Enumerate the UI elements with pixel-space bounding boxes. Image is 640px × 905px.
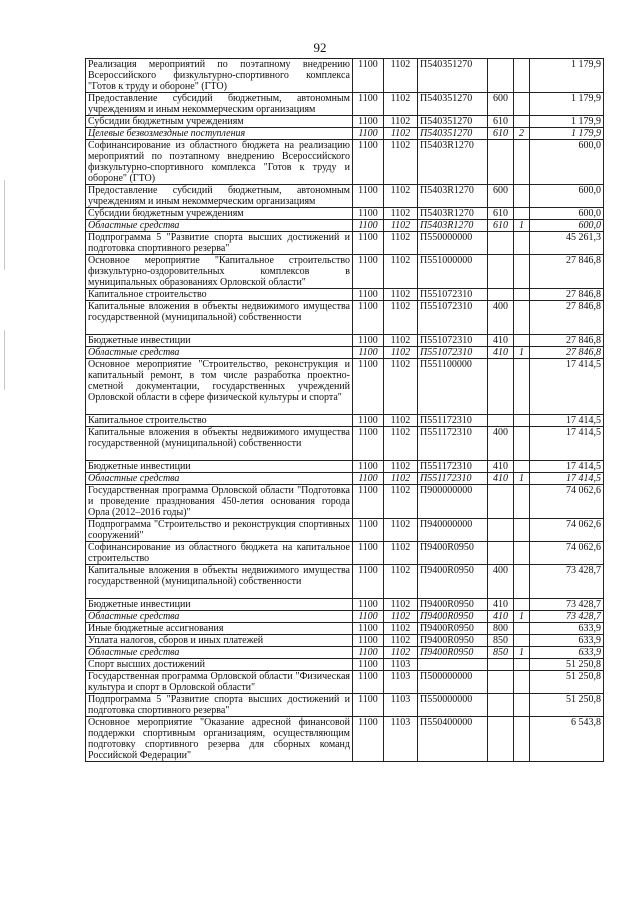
row-name: Предоставление субсидий бюджетным, автономным учреждениям и иным некоммерческим организациям [86, 93, 353, 116]
row-subsection: 1102 [384, 359, 418, 415]
row-subsection: 1102 [384, 93, 418, 116]
row-subsection: 1103 [384, 717, 418, 762]
row-section: 1100 [353, 659, 384, 671]
row-name: Целевые безвозмездные поступления [86, 128, 353, 140]
row-name: Государственная программа Орловской области "Подготовка и проведение празднования 450-летия основания города Орла (2012–2016 годы)" [86, 485, 353, 519]
row-section: 1100 [353, 208, 384, 220]
row-section: 1100 [353, 542, 384, 565]
row-name: Основное мероприятие "Капитальное строительство физкультурно-оздоровительных комплексов в муниципальных образованиях Орловской области" [86, 255, 353, 289]
row-amount: 17 414,5 [530, 359, 604, 415]
row-funding-source [514, 140, 530, 185]
row-subsection: 1102 [384, 427, 418, 461]
row-funding-source [514, 59, 530, 93]
row-expense-type [488, 232, 514, 255]
row-expense-type: 600 [488, 93, 514, 116]
row-subsection: 1102 [384, 415, 418, 427]
row-name: Областные средства [86, 220, 353, 232]
row-section: 1100 [353, 289, 384, 301]
table-row [86, 335, 604, 347]
row-funding-source [514, 116, 530, 128]
row-target-article: П551172310 [418, 461, 488, 473]
row-amount: 600,0 [530, 208, 604, 220]
scan-edge-mark [4, 180, 5, 270]
row-section: 1100 [353, 255, 384, 289]
row-target-article: П550000000 [418, 232, 488, 255]
table-row [86, 659, 604, 671]
row-name: Реализация мероприятий по поэтапному внедрению Всероссийского физкультурно-спортивного комплекса "Готов к труду и обороне" (ГТО) [86, 59, 353, 93]
table-row [86, 565, 604, 599]
page-number: 92 [313, 40, 327, 55]
row-expense-type: 610 [488, 116, 514, 128]
row-subsection: 1102 [384, 542, 418, 565]
row-funding-source: 1 [514, 611, 530, 623]
row-name: Бюджетные инвестиции [86, 335, 353, 347]
row-name: Подпрограмма 5 "Развитие спорта высших достижений и подготовка спортивного резерва" [86, 232, 353, 255]
row-funding-source [514, 289, 530, 301]
row-section: 1100 [353, 59, 384, 93]
row-section: 1100 [353, 128, 384, 140]
row-target-article: П9400R0950 [418, 647, 488, 659]
table-row [86, 427, 604, 461]
row-name: Областные средства [86, 347, 353, 359]
row-expense-type: 400 [488, 565, 514, 599]
row-name: Областные средства [86, 473, 353, 485]
row-target-article [418, 659, 488, 671]
row-funding-source [514, 623, 530, 635]
row-subsection: 1102 [384, 473, 418, 485]
row-expense-type [488, 671, 514, 694]
row-amount: 74 062,6 [530, 542, 604, 565]
row-amount: 633,9 [530, 635, 604, 647]
row-subsection: 1102 [384, 289, 418, 301]
table-row [86, 461, 604, 473]
row-section: 1100 [353, 473, 384, 485]
row-expense-type: 410 [488, 461, 514, 473]
row-funding-source: 1 [514, 220, 530, 232]
row-target-article: П551000000 [418, 255, 488, 289]
table-row [86, 599, 604, 611]
row-subsection: 1102 [384, 599, 418, 611]
row-amount: 1 179,9 [530, 59, 604, 93]
row-subsection: 1102 [384, 128, 418, 140]
row-funding-source [514, 565, 530, 599]
table-row [86, 623, 604, 635]
row-expense-type [488, 694, 514, 717]
row-target-article: П550000000 [418, 694, 488, 717]
row-subsection: 1102 [384, 140, 418, 185]
row-funding-source [514, 659, 530, 671]
row-section: 1100 [353, 185, 384, 208]
row-section: 1100 [353, 335, 384, 347]
table-row [86, 485, 604, 519]
row-target-article: П9400R0950 [418, 542, 488, 565]
table-row [86, 694, 604, 717]
row-section: 1100 [353, 519, 384, 542]
row-expense-type: 410 [488, 335, 514, 347]
row-subsection: 1102 [384, 185, 418, 208]
row-target-article: П540351270 [418, 116, 488, 128]
row-subsection: 1102 [384, 565, 418, 599]
row-name: Областные средства [86, 647, 353, 659]
row-expense-type [488, 659, 514, 671]
row-target-article: П9400R0950 [418, 635, 488, 647]
row-amount: 73 428,7 [530, 611, 604, 623]
row-name: Основное мероприятие "Оказание адресной финансовой поддержки спортивным организациям, осуществляющим подготовку спортивного резерва для сборных команд Российской Федерации" [86, 717, 353, 762]
row-target-article: П550400000 [418, 717, 488, 762]
row-target-article: П9400R0950 [418, 599, 488, 611]
row-funding-source [514, 542, 530, 565]
row-funding-source [514, 427, 530, 461]
table-row [86, 359, 604, 415]
row-amount: 17 414,5 [530, 473, 604, 485]
row-target-article: П9400R0950 [418, 611, 488, 623]
table-row [86, 232, 604, 255]
row-funding-source [514, 208, 530, 220]
row-target-article: П5403R1270 [418, 185, 488, 208]
row-funding-source: 1 [514, 473, 530, 485]
row-section: 1100 [353, 671, 384, 694]
row-expense-type [488, 255, 514, 289]
row-name: Субсидии бюджетным учреждениям [86, 208, 353, 220]
row-name: Основное мероприятие "Строительство, реконструкция и капитальный ремонт, в том числе разработка проектно-сметной документации, государственных учреждений Орловской области в сфере физической культуры и спорта" [86, 359, 353, 415]
row-name: Предоставление субсидий бюджетным, автономным учреждениям и иным некоммерческим организациям [86, 185, 353, 208]
row-amount: 73 428,7 [530, 599, 604, 611]
row-subsection: 1102 [384, 347, 418, 359]
row-section: 1100 [353, 116, 384, 128]
row-funding-source [514, 335, 530, 347]
row-amount: 600,0 [530, 140, 604, 185]
row-expense-type: 410 [488, 347, 514, 359]
row-section: 1100 [353, 623, 384, 635]
table-row [86, 289, 604, 301]
table-row [86, 220, 604, 232]
row-section: 1100 [353, 565, 384, 599]
row-subsection: 1103 [384, 671, 418, 694]
row-name: Бюджетные инвестиции [86, 599, 353, 611]
row-amount: 27 846,8 [530, 289, 604, 301]
row-amount: 27 846,8 [530, 335, 604, 347]
table-row [86, 542, 604, 565]
row-name: Бюджетные инвестиции [86, 461, 353, 473]
row-section: 1100 [353, 611, 384, 623]
table-row [86, 647, 604, 659]
row-expense-type: 400 [488, 427, 514, 461]
row-funding-source [514, 301, 530, 335]
row-name: Капитальные вложения в объекты недвижимого имущества государственной (муниципальной) собственности [86, 301, 353, 335]
row-amount: 74 062,6 [530, 485, 604, 519]
row-section: 1100 [353, 232, 384, 255]
row-target-article: П900000000 [418, 485, 488, 519]
row-section: 1100 [353, 599, 384, 611]
row-amount: 73 428,7 [530, 565, 604, 599]
row-target-article: П551072310 [418, 347, 488, 359]
row-funding-source [514, 93, 530, 116]
row-name: Подпрограмма 5 "Развитие спорта высших достижений и подготовка спортивного резерва" [86, 694, 353, 717]
row-target-article: П940000000 [418, 519, 488, 542]
row-expense-type [488, 485, 514, 519]
row-target-article: П500000000 [418, 671, 488, 694]
row-expense-type [488, 59, 514, 93]
row-amount: 1 179,9 [530, 93, 604, 116]
row-name: Областные средства [86, 611, 353, 623]
row-expense-type: 410 [488, 599, 514, 611]
row-amount: 27 846,8 [530, 347, 604, 359]
table-row [86, 519, 604, 542]
row-section: 1100 [353, 93, 384, 116]
row-expense-type [488, 289, 514, 301]
row-amount: 51 250,8 [530, 694, 604, 717]
row-funding-source [514, 461, 530, 473]
row-expense-type: 850 [488, 635, 514, 647]
table-row [86, 140, 604, 185]
row-funding-source [514, 599, 530, 611]
row-amount: 27 846,8 [530, 301, 604, 335]
row-target-article: П551072310 [418, 335, 488, 347]
row-subsection: 1102 [384, 519, 418, 542]
row-target-article: П551172310 [418, 427, 488, 461]
row-subsection: 1102 [384, 301, 418, 335]
row-subsection: 1102 [384, 485, 418, 519]
table-row [86, 255, 604, 289]
row-funding-source [514, 694, 530, 717]
row-expense-type [488, 415, 514, 427]
row-subsection: 1102 [384, 611, 418, 623]
row-expense-type [488, 542, 514, 565]
row-funding-source [514, 255, 530, 289]
row-name: Капитальные вложения в объекты недвижимого имущества государственной (муниципальной) собственности [86, 565, 353, 599]
row-funding-source [514, 485, 530, 519]
table-row [86, 635, 604, 647]
table-row [86, 473, 604, 485]
row-subsection: 1102 [384, 461, 418, 473]
scan-edge-mark [4, 330, 5, 390]
row-amount: 600,0 [530, 185, 604, 208]
row-name: Уплата налогов, сборов и иных платежей [86, 635, 353, 647]
row-target-article: П551072310 [418, 289, 488, 301]
row-subsection: 1102 [384, 647, 418, 659]
row-funding-source [514, 185, 530, 208]
row-section: 1100 [353, 220, 384, 232]
row-name: Подпрограмма "Строительство и реконструкция спортивных сооружений" [86, 519, 353, 542]
row-funding-source: 1 [514, 647, 530, 659]
row-name: Иные бюджетные ассигнования [86, 623, 353, 635]
row-target-article: П9400R0950 [418, 623, 488, 635]
row-name: Софинансирование из областного бюджета на капитальное строительство [86, 542, 353, 565]
table-row [86, 59, 604, 93]
row-section: 1100 [353, 485, 384, 519]
table-row [86, 611, 604, 623]
row-expense-type: 410 [488, 473, 514, 485]
row-target-article: П551172310 [418, 415, 488, 427]
table-row [86, 185, 604, 208]
row-name: Софинансирование из областного бюджета на реализацию мероприятий по поэтапному внедрению Всероссийского физкультурно-спортивного комплекса "Готов к труду и обороне" (ГТО) [86, 140, 353, 185]
row-expense-type [488, 519, 514, 542]
row-section: 1100 [353, 694, 384, 717]
row-name: Государственная программа Орловской области "Физическая культура и спорт в Орловской области" [86, 671, 353, 694]
row-expense-type: 610 [488, 208, 514, 220]
row-name: Субсидии бюджетным учреждениям [86, 116, 353, 128]
row-amount: 600,0 [530, 220, 604, 232]
row-section: 1100 [353, 415, 384, 427]
row-funding-source [514, 635, 530, 647]
table-row [86, 671, 604, 694]
row-funding-source: 1 [514, 347, 530, 359]
row-amount: 17 414,5 [530, 427, 604, 461]
table-row [86, 415, 604, 427]
row-expense-type: 410 [488, 611, 514, 623]
row-section: 1100 [353, 359, 384, 415]
row-target-article: П9400R0950 [418, 565, 488, 599]
row-expense-type: 600 [488, 185, 514, 208]
row-target-article: П551072310 [418, 301, 488, 335]
row-amount: 6 543,8 [530, 717, 604, 762]
row-subsection: 1102 [384, 335, 418, 347]
row-section: 1100 [353, 347, 384, 359]
row-amount: 633,9 [530, 623, 604, 635]
row-funding-source [514, 671, 530, 694]
row-target-article: П5403R1270 [418, 220, 488, 232]
row-section: 1100 [353, 427, 384, 461]
table-row [86, 717, 604, 762]
row-section: 1100 [353, 140, 384, 185]
table-row [86, 128, 604, 140]
row-amount: 633,9 [530, 647, 604, 659]
row-target-article: П540351270 [418, 128, 488, 140]
row-expense-type: 610 [488, 128, 514, 140]
row-section: 1100 [353, 717, 384, 762]
row-subsection: 1102 [384, 623, 418, 635]
row-amount: 51 250,8 [530, 671, 604, 694]
row-name: Капитальное строительство [86, 415, 353, 427]
table-row [86, 93, 604, 116]
row-subsection: 1103 [384, 694, 418, 717]
row-amount: 1 179,9 [530, 116, 604, 128]
table-row [86, 301, 604, 335]
row-subsection: 1102 [384, 208, 418, 220]
row-expense-type: 850 [488, 647, 514, 659]
row-amount: 17 414,5 [530, 415, 604, 427]
budget-table-body [86, 59, 604, 762]
row-section: 1100 [353, 461, 384, 473]
row-target-article: П540351270 [418, 59, 488, 93]
row-funding-source [514, 415, 530, 427]
row-section: 1100 [353, 301, 384, 335]
row-amount: 1 179,9 [530, 128, 604, 140]
row-target-article: П540351270 [418, 93, 488, 116]
row-section: 1100 [353, 647, 384, 659]
budget-table [85, 58, 604, 762]
row-expense-type [488, 359, 514, 415]
row-amount: 17 414,5 [530, 461, 604, 473]
row-subsection: 1102 [384, 59, 418, 93]
row-target-article: П5403R1270 [418, 208, 488, 220]
row-amount: 27 846,8 [530, 255, 604, 289]
table-row [86, 116, 604, 128]
row-target-article: П551172310 [418, 473, 488, 485]
row-expense-type: 610 [488, 220, 514, 232]
row-section: 1100 [353, 635, 384, 647]
row-expense-type: 800 [488, 623, 514, 635]
row-funding-source [514, 359, 530, 415]
row-expense-type [488, 717, 514, 762]
row-subsection: 1102 [384, 255, 418, 289]
row-amount: 45 261,3 [530, 232, 604, 255]
row-subsection: 1103 [384, 659, 418, 671]
row-expense-type: 400 [488, 301, 514, 335]
row-funding-source [514, 519, 530, 542]
row-amount: 51 250,8 [530, 659, 604, 671]
table-row [86, 347, 604, 359]
row-subsection: 1102 [384, 220, 418, 232]
row-subsection: 1102 [384, 116, 418, 128]
row-amount: 74 062,6 [530, 519, 604, 542]
row-subsection: 1102 [384, 232, 418, 255]
row-funding-source [514, 232, 530, 255]
row-funding-source: 2 [514, 128, 530, 140]
row-name: Спорт высших достижений [86, 659, 353, 671]
row-name: Капитальные вложения в объекты недвижимого имущества государственной (муниципальной) собственности [86, 427, 353, 461]
row-target-article: П5403R1270 [418, 140, 488, 185]
row-name: Капитальное строительство [86, 289, 353, 301]
row-subsection: 1102 [384, 635, 418, 647]
row-funding-source [514, 717, 530, 762]
row-expense-type [488, 140, 514, 185]
table-row [86, 208, 604, 220]
row-target-article: П551100000 [418, 359, 488, 415]
